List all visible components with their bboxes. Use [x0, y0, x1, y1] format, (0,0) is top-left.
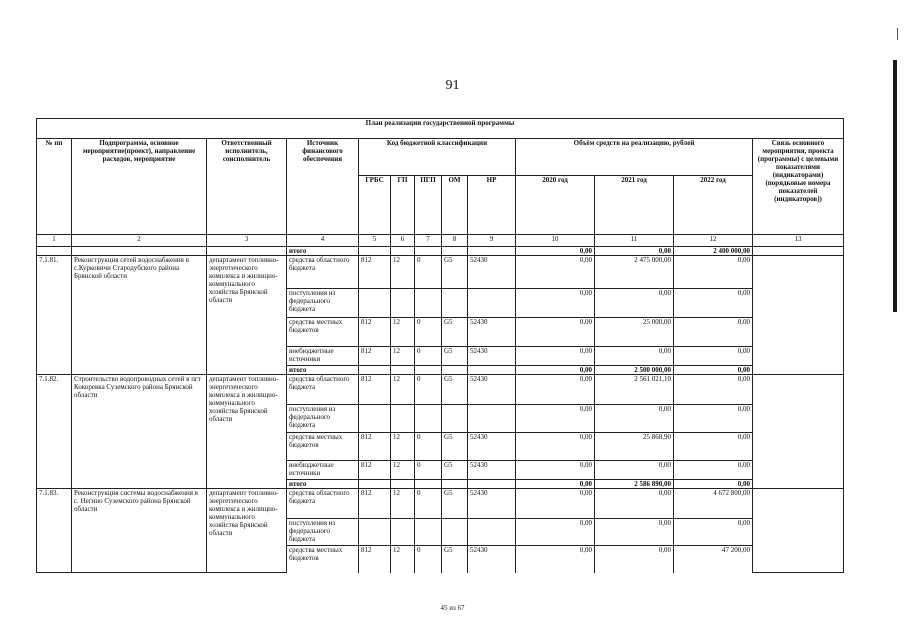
- source-cell: средства областного бюджета: [287, 256, 359, 289]
- gp-cell: 12: [391, 375, 415, 405]
- value-2022: 0,00: [674, 461, 753, 480]
- pgp-cell: [415, 519, 442, 546]
- value-2020: 0,00: [516, 480, 595, 489]
- grbs-cell: 812: [359, 433, 391, 461]
- np-cell: [468, 519, 516, 546]
- value-2021: 2 586 890,00: [595, 480, 674, 489]
- header-responsible: Ответственный исполнитель, соисполнитель: [207, 139, 287, 235]
- np-cell: 52430: [468, 256, 516, 289]
- header-source: Источник финансового обеспечения: [287, 139, 359, 235]
- table-caption: План реализации государственной программы: [37, 119, 844, 139]
- value-2022: 0,00: [674, 366, 753, 375]
- source-cell: средства областного бюджета: [287, 375, 359, 405]
- value-2021: 0,00: [595, 347, 674, 366]
- value-2021: 0,00: [595, 519, 674, 546]
- value-2022: 4 672 800,00: [674, 489, 753, 519]
- gp-cell: 12: [391, 318, 415, 347]
- value-2020: 0,00: [516, 247, 595, 256]
- grbs-cell: 812: [359, 347, 391, 366]
- np-cell: 52430: [468, 489, 516, 519]
- table-row: [37, 489, 844, 519]
- om-cell: [442, 405, 468, 433]
- value-2020: 0,00: [516, 461, 595, 480]
- gp-cell: 12: [391, 347, 415, 366]
- table-row: [37, 375, 844, 405]
- column-number: 10: [516, 235, 595, 247]
- gp-cell: 12: [391, 256, 415, 289]
- table-row: [37, 256, 844, 289]
- om-cell: G5: [442, 256, 468, 289]
- project-number: 7.1.82.: [37, 375, 72, 489]
- source-cell: внебюджетные источники: [287, 461, 359, 480]
- header-volume: Объём средств на реализацию, рублей: [516, 139, 753, 176]
- pgp-cell: 0: [415, 256, 442, 289]
- scan-edge-bar: [893, 60, 897, 312]
- grbs-cell: 812: [359, 546, 391, 573]
- value-2021: 0,00: [595, 461, 674, 480]
- om-cell: G5: [442, 489, 468, 519]
- source-cell: внебюджетные источники: [287, 347, 359, 366]
- value-2021: 0,00: [595, 289, 674, 318]
- header-2021: 2021 год: [595, 176, 674, 235]
- pgp-cell: [415, 289, 442, 318]
- value-2021: 2 561 021,10: [595, 375, 674, 405]
- np-cell: 52430: [468, 546, 516, 573]
- value-2021: 0,00: [595, 247, 674, 256]
- om-cell: G5: [442, 347, 468, 366]
- pgp-cell: 0: [415, 433, 442, 461]
- project-name: Строительство водопроводных сетей в пгт Кокоревка Суземского района Брянской области: [72, 375, 207, 489]
- value-2022: 0,00: [674, 347, 753, 366]
- pgp-cell: 0: [415, 546, 442, 573]
- pgp-cell: 0: [415, 489, 442, 519]
- value-2022: 0,00: [674, 318, 753, 347]
- column-number: 1: [37, 235, 72, 247]
- value-2022: 0,00: [674, 405, 753, 433]
- pgp-cell: 0: [415, 375, 442, 405]
- column-number: 2: [72, 235, 207, 247]
- project-responsible: департамент топливно-энергетического комплекса и жилищно-коммунального хозяйства Брянской области: [207, 375, 287, 489]
- source-cell: поступления из федерального бюджета: [287, 289, 359, 318]
- value-2020: 0,00: [516, 256, 595, 289]
- table-row-total: [37, 247, 844, 256]
- column-number: 8: [442, 235, 468, 247]
- value-2022: 0,00: [674, 433, 753, 461]
- source-cell: средства местных бюджетов: [287, 433, 359, 461]
- source-cell: поступления из федерального бюджета: [287, 405, 359, 433]
- np-cell: [468, 289, 516, 318]
- header-grbs: ГРБС: [359, 176, 391, 235]
- value-2022: 0,00: [674, 256, 753, 289]
- column-number: 3: [207, 235, 287, 247]
- scan-edge-tick: [897, 28, 898, 40]
- indicator-link-cell: [753, 489, 844, 573]
- np-cell: 52430: [468, 375, 516, 405]
- np-cell: 52430: [468, 318, 516, 347]
- np-cell: 52430: [468, 433, 516, 461]
- value-2021: 0,00: [595, 489, 674, 519]
- grbs-cell: [359, 519, 391, 546]
- pgp-cell: 0: [415, 318, 442, 347]
- project-name: Реконструкция сетей водоснабжения в с.Курковичи Стародубского района Брянской области: [72, 256, 207, 375]
- source-cell: итого: [287, 480, 359, 489]
- header-2020: 2020 год: [516, 176, 595, 235]
- project-responsible: департамент топливно-энергетического комплекса и жилищно-коммунального хозяйства Брянской области: [207, 256, 287, 375]
- grbs-cell: 812: [359, 375, 391, 405]
- om-cell: [442, 289, 468, 318]
- column-number: 12: [674, 235, 753, 247]
- np-cell: 52430: [468, 461, 516, 480]
- grbs-cell: 812: [359, 256, 391, 289]
- om-cell: G5: [442, 546, 468, 573]
- value-2020: 0,00: [516, 433, 595, 461]
- pgp-cell: [415, 405, 442, 433]
- header-no: № пп: [37, 139, 72, 235]
- value-2022: 0,00: [674, 289, 753, 318]
- gp-cell: [391, 289, 415, 318]
- value-2020: 0,00: [516, 489, 595, 519]
- value-2020: 0,00: [516, 347, 595, 366]
- source-cell: поступления из федерального бюджета: [287, 519, 359, 546]
- project-responsible: департамент топливно-энергетического комплекса и жилищно-коммунального хозяйства Брянской области: [207, 489, 287, 573]
- value-2021: 2 475 000,00: [595, 256, 674, 289]
- header-2022: 2022 год: [674, 176, 753, 235]
- value-2020: 0,00: [516, 405, 595, 433]
- program-plan-table: [36, 118, 844, 573]
- indicator-link-cell: [753, 256, 844, 375]
- column-number: 4: [287, 235, 359, 247]
- column-number: 5: [359, 235, 391, 247]
- source-cell: итого: [287, 247, 359, 256]
- value-2020: 0,00: [516, 519, 595, 546]
- value-2020: 0,00: [516, 318, 595, 347]
- header-budget-code: Код бюджетной классификации: [359, 139, 516, 176]
- om-cell: G5: [442, 461, 468, 480]
- column-number: 13: [753, 235, 844, 247]
- header-om: ОМ: [442, 176, 468, 235]
- value-2022: 2 400 000,00: [674, 247, 753, 256]
- project-number: 7.1.81.: [37, 256, 72, 375]
- pgp-cell: 0: [415, 461, 442, 480]
- np-cell: [468, 405, 516, 433]
- value-2021: 0,00: [595, 405, 674, 433]
- page-number: 91: [445, 78, 460, 93]
- column-number: 9: [468, 235, 516, 247]
- project-number: 7.1.83.: [37, 489, 72, 573]
- gp-cell: [391, 405, 415, 433]
- value-2022: 0,00: [674, 375, 753, 405]
- value-2021: 0,00: [595, 546, 674, 573]
- grbs-cell: 812: [359, 489, 391, 519]
- source-cell: средства местных бюджетов: [287, 546, 359, 573]
- header-pgp: ПГП: [415, 176, 442, 235]
- grbs-cell: [359, 289, 391, 318]
- grbs-cell: 812: [359, 461, 391, 480]
- project-name: Реконструкция системы водоснабжения в с. Негино Суземского района Брянской области: [72, 489, 207, 573]
- pgp-cell: 0: [415, 347, 442, 366]
- value-2022: 47 200,00: [674, 546, 753, 573]
- source-cell: средства местных бюджетов: [287, 318, 359, 347]
- np-cell: 52430: [468, 347, 516, 366]
- header-indicator-link: Связь основного мероприятия, проекта (программы) с целевыми показателями (индикаторами) (порядковые номера показателей (индикаторов)): [753, 139, 844, 235]
- grbs-cell: 812: [359, 318, 391, 347]
- om-cell: G5: [442, 318, 468, 347]
- value-2020: 0,00: [516, 375, 595, 405]
- value-2021: 25 000,00: [595, 318, 674, 347]
- value-2020: 0,00: [516, 289, 595, 318]
- value-2022: 0,00: [674, 480, 753, 489]
- column-number: 11: [595, 235, 674, 247]
- value-2022: 0,00: [674, 519, 753, 546]
- header-np: НР: [468, 176, 516, 235]
- column-number-row: [37, 235, 844, 247]
- gp-cell: 12: [391, 461, 415, 480]
- om-cell: G5: [442, 433, 468, 461]
- header-name: Подпрограмма, основное мероприятие(проект), направление расходов, мероприятие: [72, 139, 207, 235]
- header-gp: ГП: [391, 176, 415, 235]
- column-number: 7: [415, 235, 442, 247]
- om-cell: G5: [442, 375, 468, 405]
- gp-cell: 12: [391, 489, 415, 519]
- gp-cell: 12: [391, 433, 415, 461]
- value-2021: 2 500 000,00: [595, 366, 674, 375]
- value-2020: 0,00: [516, 546, 595, 573]
- source-cell: средства областного бюджета: [287, 489, 359, 519]
- grbs-cell: [359, 405, 391, 433]
- gp-cell: 12: [391, 546, 415, 573]
- value-2020: 0,00: [516, 366, 595, 375]
- page-footer: 45 из 67: [440, 604, 465, 612]
- gp-cell: [391, 519, 415, 546]
- value-2021: 25 868,90: [595, 433, 674, 461]
- source-cell: итого: [287, 366, 359, 375]
- column-number: 6: [391, 235, 415, 247]
- indicator-link-cell: [753, 375, 844, 489]
- om-cell: [442, 519, 468, 546]
